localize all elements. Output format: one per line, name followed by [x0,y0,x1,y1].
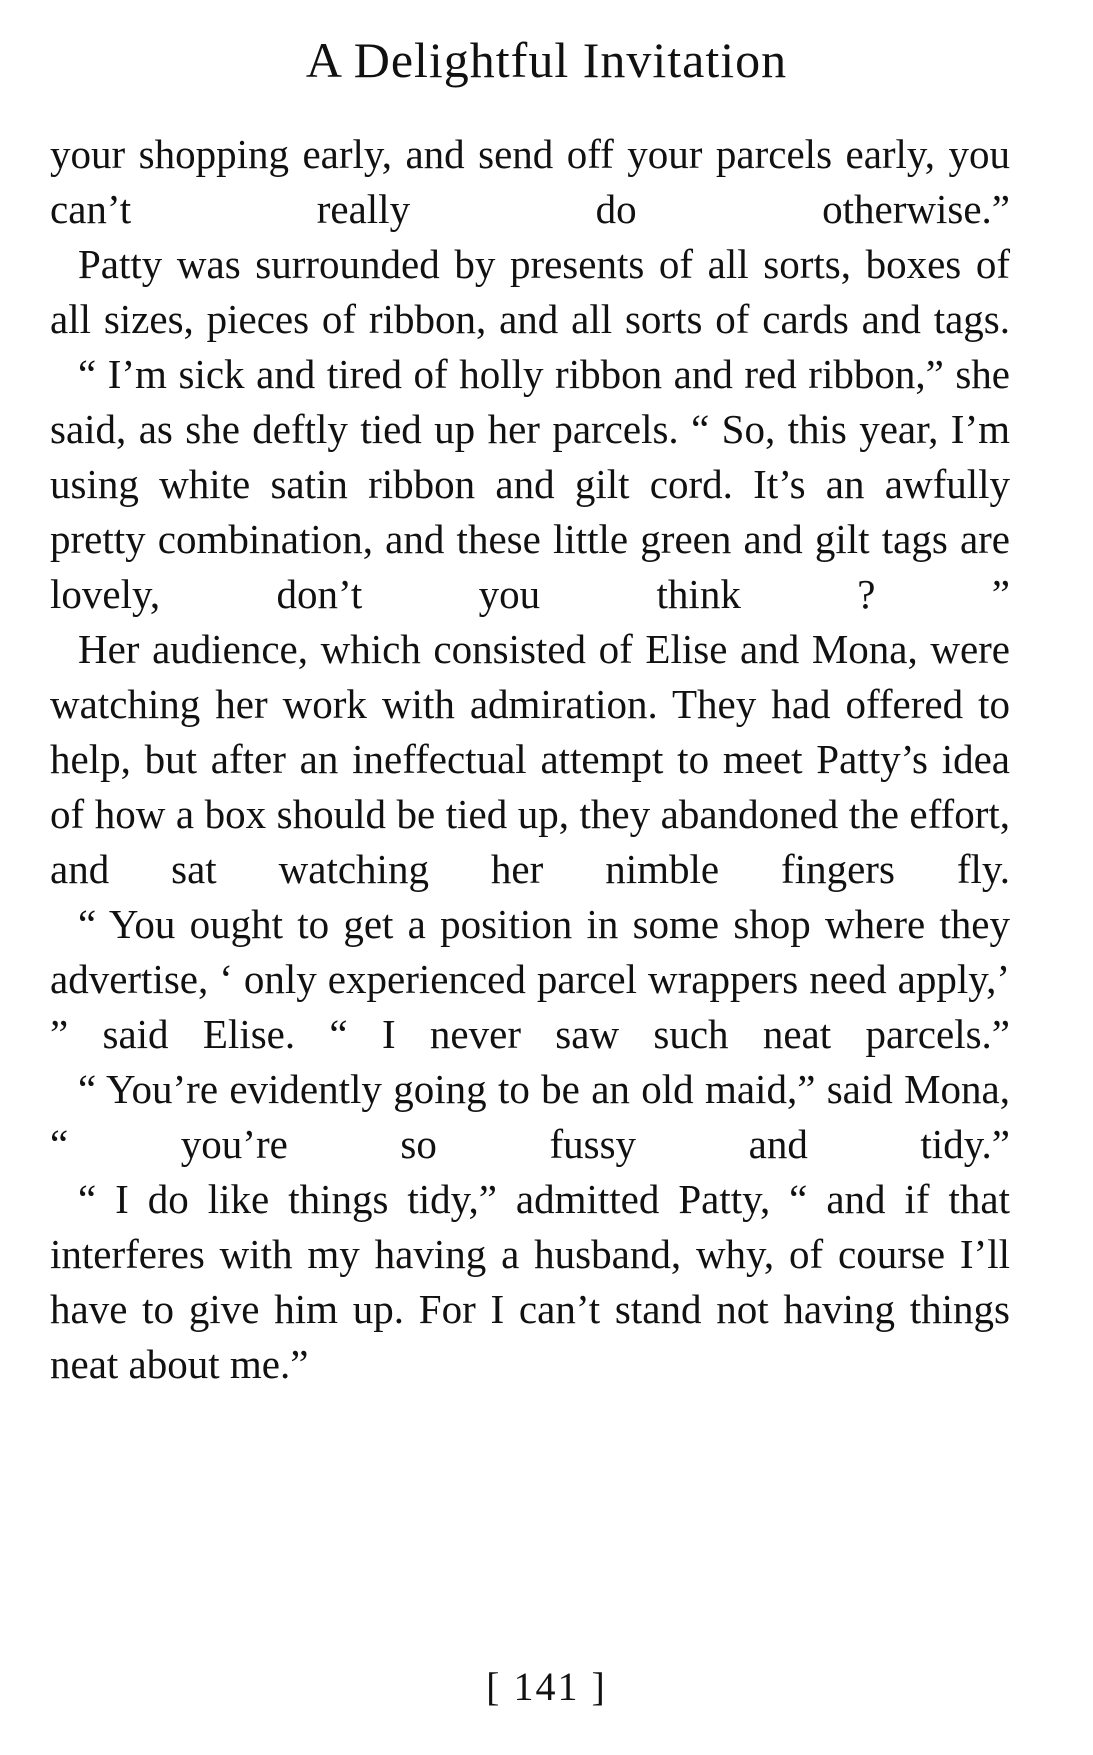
paragraph: “ You ought to get a position in some shop where they advertise, ‘ only experienced parcel wrappers need apply,’ ” said Elise. “ I never saw such neat parcels.” [50,901,1010,1057]
body-text [50,127,1010,1392]
running-title: A Delightful Invitation [305,32,788,88]
paragraph: “ I’m sick and tired of holly ribbon and red ribbon,” she said, as she deftly tied up her parcels. “ So, this year, I’m using white satin ribbon and gilt cord. It’s an awfully pretty combination, and these little green and gilt tags are lovely, don’t you think ? ” [50,351,1010,617]
page-number: [ 141 ] [486,1664,607,1709]
paragraph: Her audience, which consisted of Elise and Mona, were watching her work with admiration. They had offered to help, but after an ineffectual attempt to meet Patty’s idea of how a box should be tied up, they abandoned the effort, and sat watching her nimble fingers fly. [50,626,1010,892]
paragraph: “ I do like things tidy,” admitted Patty, “ and if that interferes with my having a husband, why, of course I’ll have to give him up. For I can’t stand not having things neat about me.” [50,1176,1010,1387]
paragraph: Patty was surrounded by presents of all sorts, boxes of all sizes, pieces of ribbon, and all sorts of cards and tags. [50,241,1010,342]
paragraph: “ You’re evidently going to be an old maid,” said Mona, “ you’re so fussy and tidy.” [50,1066,1010,1167]
paragraph-continued: your shopping early, and send off your parcels early, you can’t really do otherwise.” [50,131,1010,232]
